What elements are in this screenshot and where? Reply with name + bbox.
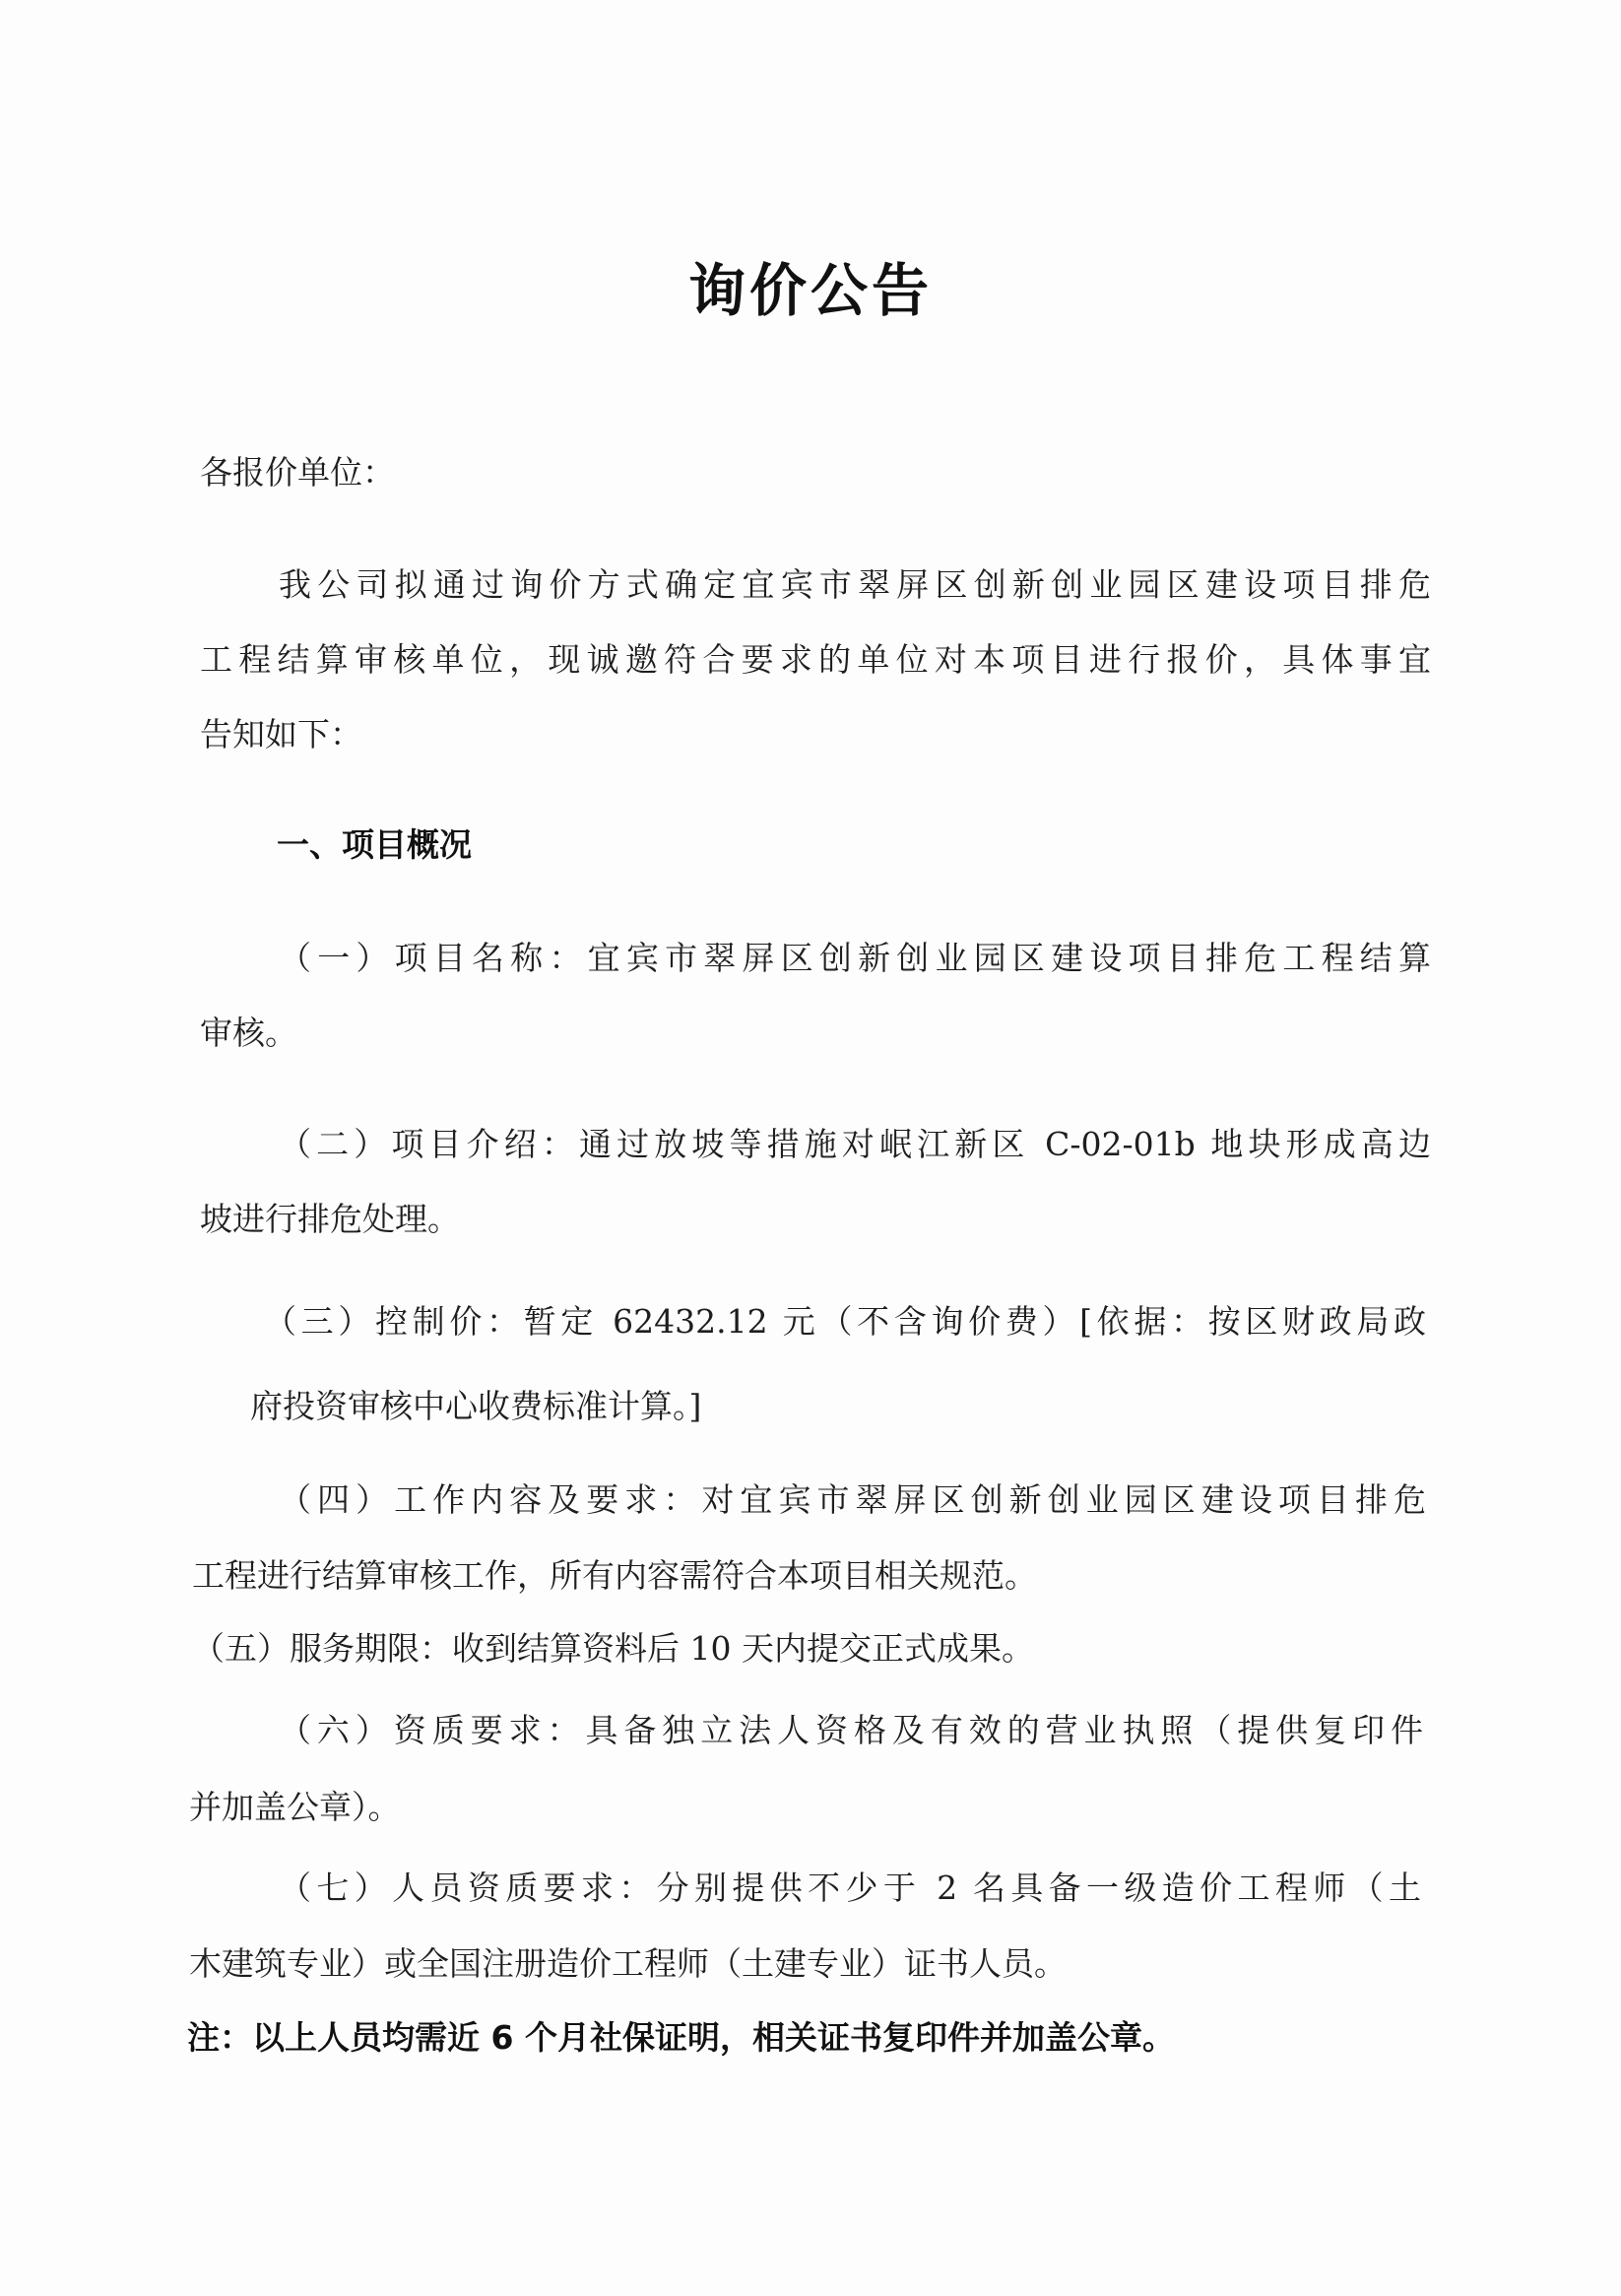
item-2-line-2: 坡进行排危处理。: [200, 1200, 460, 1238]
section-heading-project-overview: 一、项目概况: [277, 825, 472, 864]
item-2-line-1: （二）项目介绍：通过放坡等措施对岷江新区 C-02-01b 地块形成高边: [279, 1125, 1431, 1163]
item-3-line-2: 府投资审核中心收费标准计算。]: [250, 1387, 702, 1425]
document-title: 询价公告: [687, 257, 933, 324]
item-1-line-1: （一）项目名称：宜宾市翠屏区创新创业园区建设项目排危工程结算: [279, 939, 1431, 977]
item-6-line-1: （六）资质要求：具备独立法人资格及有效的营业执照（提供复印件: [279, 1711, 1423, 1749]
item-7-line-1: （七）人员资质要求：分别提供不少于 2 名具备一级造价工程师（土: [279, 1869, 1421, 1907]
item-4-line-1: （四）工作内容及要求：对宜宾市翠屏区创新创业园区建设项目排危: [279, 1480, 1426, 1519]
item-3-line-1: （三）控制价：暂定 62432.12 元（不含询价费）[依据：按区财政局政: [264, 1302, 1426, 1341]
item-6-line-2: 并加盖公章）。: [189, 1788, 401, 1826]
item-4-line-2: 工程进行结算审核工作，所有内容需符合本项目相关规范。: [192, 1556, 1037, 1595]
item-5-line-1: （五）服务期限：收到结算资料后 10 天内提交正式成果。: [192, 1629, 1034, 1668]
note: 注：以上人员均需近 6 个月社保证明，相关证书复印件并加盖公章。: [187, 2018, 1175, 2057]
intro-line-2: 工程结算审核单位，现诚邀符合要求的单位对本项目进行报价，具体事宜: [200, 640, 1431, 679]
item-1-line-2: 审核。: [200, 1014, 297, 1052]
item-7-line-2: 木建筑专业）或全国注册造价工程师（土建专业）证书人员。: [189, 1944, 1067, 1983]
intro-line-1: 我公司拟通过询价方式确定宜宾市翠屏区创新创业园区建设项目排危: [279, 565, 1431, 604]
salutation: 各报价单位：: [200, 453, 395, 492]
intro-line-3: 告知如下：: [200, 715, 362, 754]
